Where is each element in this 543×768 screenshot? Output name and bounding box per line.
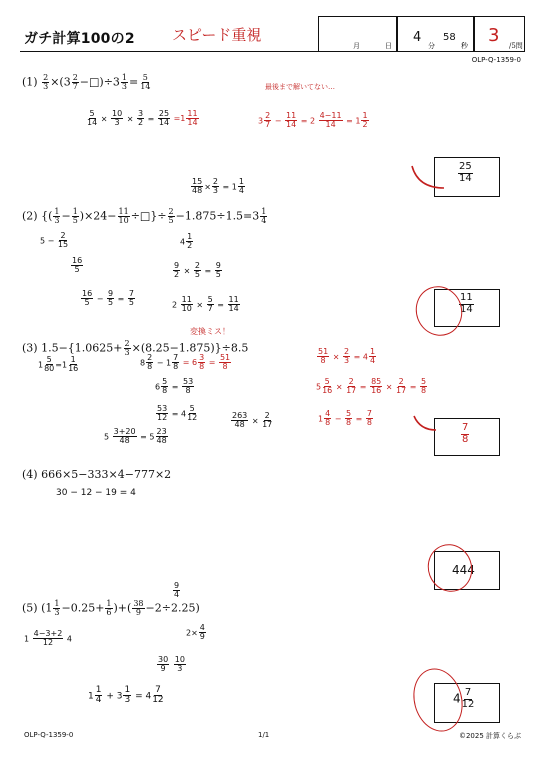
question-3: (3) 1.5−{1.0625+ $\frac{2}{3}$ ×(8.25−1.875)}÷8.5	[22, 339, 249, 357]
answer-1-den: 14	[459, 172, 472, 184]
time-minutes: 4	[413, 30, 422, 45]
question-4-text: 666×5−333×4−777×2	[41, 468, 172, 481]
work-q3-red-c: 1 $\frac{4}{8}$ − $\frac{5}{8}$ = $\frac{7}{8}$	[318, 409, 372, 428]
question-number: (4)	[22, 468, 38, 481]
work-q1-red: 3 $\frac{2}{7}$ − $\frac{11}{14}$ = 2 $\frac{4-11}{14}$ = 1 $\frac{1}{2}$	[258, 111, 368, 130]
red-check-3	[410, 412, 440, 436]
work-q3-d: $\frac{53}{12}$ = 4 $\frac{5}{12}$	[157, 404, 198, 423]
work-q3-f: 5 $\frac{3+20}{48}$ = 5 $\frac{23}{48}$	[104, 427, 167, 446]
work-q3-e: $\frac{263}{48}$ × $\frac{2}{17}$	[232, 411, 273, 430]
seconds-unit: 秒	[461, 42, 468, 50]
question-number: (2)	[22, 209, 38, 223]
work-q2-e: $\frac{16}{5}$ − $\frac{9}{5}$ = $\frac{7}{5}$	[82, 289, 134, 308]
red-check-1	[408, 160, 448, 194]
answer-5-whole: 4	[453, 691, 461, 706]
work-q2-f: 2 $\frac{11}{10}$ × $\frac{5}{7}$ = $\frac{11}{14}$	[172, 295, 239, 314]
work-q2-a: 5 − $\frac{2}{15}$	[40, 231, 69, 250]
work-q5-top: $\frac{9}{4}$	[174, 581, 180, 600]
work-q5-b: 2× $\frac{4}{9}$	[186, 623, 205, 642]
q3-comment: 変換ミス！	[190, 327, 230, 336]
score-value: 3	[488, 25, 500, 46]
time-box	[396, 16, 475, 52]
footer-copyright: ©2025 計算くらぶ	[458, 732, 521, 740]
work-q2-c: 4 $\frac{1}{2}$	[180, 232, 193, 251]
work-q4: 30 − 12 − 19 = 4	[56, 488, 136, 498]
question-number: (5)	[22, 601, 38, 615]
question-number: (3)	[22, 341, 38, 355]
work-q3-b: 8 $\frac{2}{8}$ − 1 $\frac{7}{8}$ = 6 $\frac{3}{8}$ = $\frac{51}{8}$	[140, 353, 231, 372]
minutes-unit: 分	[428, 42, 435, 50]
work-q3-c: 6 $\frac{5}{8}$ = $\frac{53}{8}$	[155, 377, 194, 396]
answer-5-num: 7	[464, 687, 472, 698]
work-q2-d: $\frac{9}{2}$ × $\frac{2}{5}$ = $\frac{9}{5}$	[174, 261, 221, 280]
question-5: (5) (1 $\frac{1}{3}$ −0.25+ $\frac{1}{6}$ )+( $\frac{38}{9}$ −2÷2.25)	[22, 599, 200, 617]
red-circle-5	[407, 663, 470, 737]
work-q2-top: $\frac{15}{48}$ × $\frac{2}{3}$ = 1 $\frac{1}{4}$	[192, 177, 244, 196]
answer-1-num: 25	[459, 161, 472, 172]
speed-note: スピード重視	[172, 26, 262, 44]
answer-4: 444	[452, 563, 475, 577]
answer-5-den: 12	[461, 698, 475, 710]
work-q3-red-b: 5 $\frac{5}{16}$ × $\frac{2}{17}$ = $\frac{85}{16}$ × $\frac{2}{17}$ = $\frac{5}{8}$	[316, 377, 427, 396]
answer-3-den: 8	[462, 433, 469, 445]
footer-page: 1/1	[258, 731, 270, 739]
work-q5-c: $\frac{30}{9}$ $\frac{10}{3}$	[158, 655, 185, 674]
month-unit: 月	[353, 42, 360, 50]
day-unit: 日	[385, 42, 392, 50]
time-seconds: 58	[443, 32, 456, 43]
q1-comment: 最後まで解いてない…	[265, 83, 335, 91]
work-q3-red-a: $\frac{51}{8}$ × $\frac{2}{3}$ = 4 $\frac{1}{4}$	[318, 347, 376, 366]
work-q5-a: 1 $\frac{4-3+2}{12}$ 4	[24, 629, 72, 648]
score-suffix: /5問	[509, 42, 523, 50]
work-q3-a: 1 $\frac{5}{80}$ =1 $\frac{1}{16}$	[38, 355, 79, 374]
question-1: (1) $\frac{2}{3}$ ×(3 $\frac{2}{7}$ −□)÷3 $\frac{1}{3}$ = $\frac{5}{14}$	[22, 73, 151, 91]
header-code: OLP-Q-1359-0	[471, 56, 521, 64]
work-q1-line: $\frac{5}{14}$ × $\frac{10}{3}$ × $\frac{3}{2}$ = $\frac{25}{14}$ =1 $\frac{11}{14}$	[87, 109, 198, 128]
page-title: ガチ計算100の2	[24, 31, 135, 47]
header-rule	[20, 51, 525, 52]
date-box	[318, 16, 398, 52]
answer-box-3	[434, 418, 500, 456]
question-4	[22, 468, 171, 481]
footer-code: OLP-Q-1359-0	[24, 731, 74, 739]
work-q2-b: $\frac{16}{5}$	[72, 256, 83, 275]
work-q5-d: 1 $\frac{1}{4}$ + 3 $\frac{1}{3}$ = 4 $\frac{7}{12}$	[88, 685, 164, 706]
question-2: (2) {( $\frac{1}{3}$ − $\frac{1}{5}$ )×24− $\frac{11}{10}$ ÷□}÷ $\frac{2}{5}$ −1.875÷1.5=3 $\frac{1}{4}$	[22, 207, 267, 225]
score-box	[473, 16, 525, 52]
question-number: (1)	[22, 75, 38, 89]
answer-2-num: 11	[460, 292, 473, 303]
answer-2-den: 14	[460, 303, 473, 315]
answer-3-num: 7	[462, 422, 469, 433]
